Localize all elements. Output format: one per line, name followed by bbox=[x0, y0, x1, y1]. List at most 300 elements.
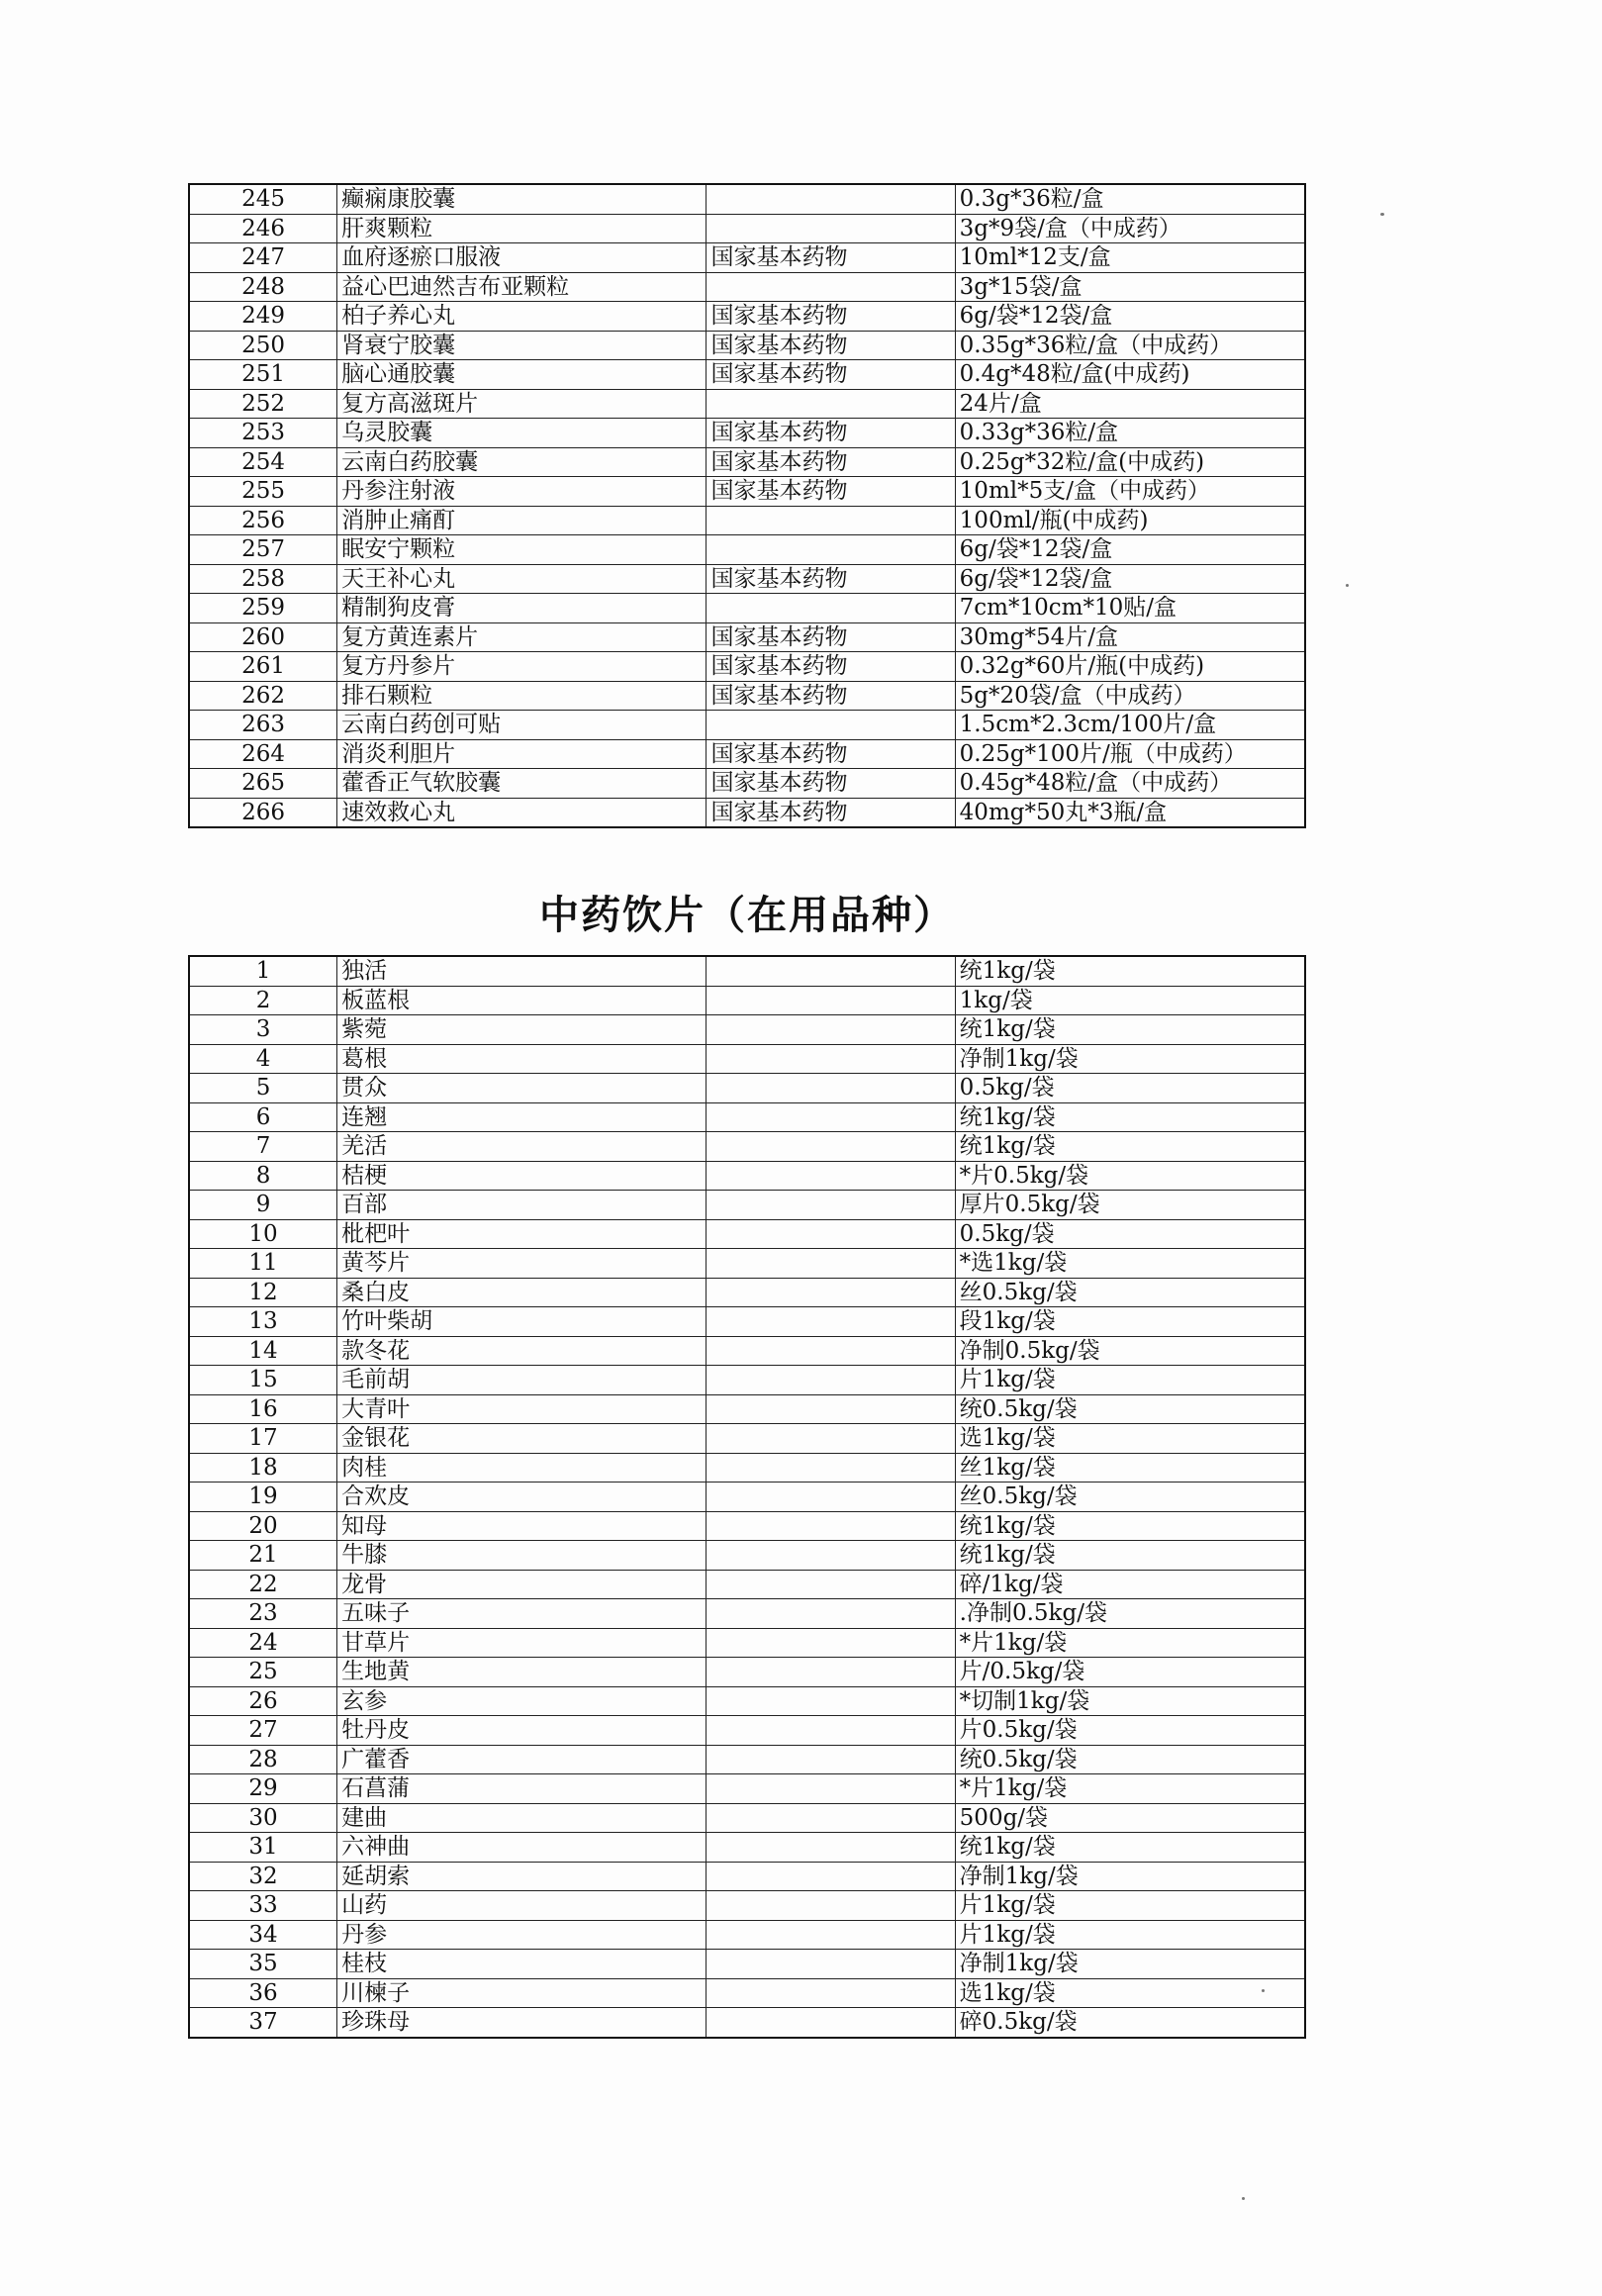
row-number: 35 bbox=[189, 1950, 337, 1979]
item-name: 六神曲 bbox=[337, 1833, 707, 1863]
item-name: 毛前胡 bbox=[337, 1366, 707, 1395]
table-row bbox=[189, 1424, 1305, 1454]
item-name: 百部 bbox=[337, 1191, 707, 1220]
scan-speck bbox=[1242, 2197, 1245, 2200]
item-category bbox=[707, 184, 955, 214]
row-number: 262 bbox=[189, 681, 337, 711]
item-category bbox=[707, 1044, 955, 1074]
table-row bbox=[189, 1803, 1305, 1833]
item-name: 合欢皮 bbox=[337, 1483, 707, 1512]
item-name: 紫菀 bbox=[337, 1015, 707, 1045]
item-spec: 6g/袋*12袋/盒 bbox=[955, 302, 1305, 332]
item-category bbox=[707, 1424, 955, 1454]
item-spec: 0.5kg/袋 bbox=[955, 1219, 1305, 1249]
row-number: 1 bbox=[189, 956, 337, 986]
row-number: 260 bbox=[189, 622, 337, 652]
item-category bbox=[707, 1249, 955, 1279]
item-spec: *选1kg/袋 bbox=[955, 1249, 1305, 1279]
table-row bbox=[189, 986, 1305, 1015]
item-spec: 碎/1kg/袋 bbox=[955, 1570, 1305, 1599]
table-row bbox=[189, 564, 1305, 594]
item-spec: 片0.5kg/袋 bbox=[955, 1716, 1305, 1746]
item-category: 国家基本药物 bbox=[707, 739, 955, 769]
item-name: 知母 bbox=[337, 1511, 707, 1541]
row-number: 261 bbox=[189, 652, 337, 682]
table-row bbox=[189, 1745, 1305, 1774]
row-number: 22 bbox=[189, 1570, 337, 1599]
item-name: 羌活 bbox=[337, 1132, 707, 1162]
row-number: 7 bbox=[189, 1132, 337, 1162]
item-category: 国家基本药物 bbox=[707, 564, 955, 594]
row-number: 251 bbox=[189, 360, 337, 390]
table-row bbox=[189, 798, 1305, 827]
row-number: 14 bbox=[189, 1336, 337, 1366]
item-category bbox=[707, 1394, 955, 1424]
row-number: 9 bbox=[189, 1191, 337, 1220]
table-row bbox=[189, 1774, 1305, 1804]
table-row bbox=[189, 1483, 1305, 1512]
item-name: 复方黄连素片 bbox=[337, 622, 707, 652]
item-category bbox=[707, 956, 955, 986]
item-name: 天王补心丸 bbox=[337, 564, 707, 594]
item-spec: 统1kg/袋 bbox=[955, 1102, 1305, 1132]
row-number: 258 bbox=[189, 564, 337, 594]
item-category bbox=[707, 2008, 955, 2038]
row-number: 256 bbox=[189, 506, 337, 535]
table-row bbox=[189, 1628, 1305, 1658]
item-name: 消炎利胆片 bbox=[337, 739, 707, 769]
item-name: 石菖蒲 bbox=[337, 1774, 707, 1804]
item-spec: 1kg/袋 bbox=[955, 986, 1305, 1015]
item-spec: 厚片0.5kg/袋 bbox=[955, 1191, 1305, 1220]
item-spec: 0.35g*36粒/盒（中成药） bbox=[955, 331, 1305, 360]
item-name: 珍珠母 bbox=[337, 2008, 707, 2038]
item-spec: 0.33g*36粒/盒 bbox=[955, 419, 1305, 448]
table-row bbox=[189, 243, 1305, 273]
item-category bbox=[707, 272, 955, 302]
item-spec: 统0.5kg/袋 bbox=[955, 1745, 1305, 1774]
table-row bbox=[189, 477, 1305, 507]
item-category bbox=[707, 1833, 955, 1863]
table-row bbox=[189, 1686, 1305, 1716]
table-row bbox=[189, 1394, 1305, 1424]
item-spec: 净制1kg/袋 bbox=[955, 1950, 1305, 1979]
table-row bbox=[189, 1541, 1305, 1571]
table-row bbox=[189, 652, 1305, 682]
item-category bbox=[707, 1161, 955, 1191]
item-category bbox=[707, 1511, 955, 1541]
item-category: 国家基本药物 bbox=[707, 681, 955, 711]
item-name: 排石颗粒 bbox=[337, 681, 707, 711]
row-number: 31 bbox=[189, 1833, 337, 1863]
item-spec: 0.25g*32粒/盒(中成药) bbox=[955, 447, 1305, 477]
row-number: 37 bbox=[189, 2008, 337, 2038]
item-name: 牛膝 bbox=[337, 1541, 707, 1571]
row-number: 8 bbox=[189, 1161, 337, 1191]
item-category: 国家基本药物 bbox=[707, 652, 955, 682]
item-category: 国家基本药物 bbox=[707, 243, 955, 273]
table-row bbox=[189, 1920, 1305, 1950]
item-spec: *切制1kg/袋 bbox=[955, 1686, 1305, 1716]
item-name: 大青叶 bbox=[337, 1394, 707, 1424]
item-name: 玄参 bbox=[337, 1686, 707, 1716]
item-name: 丹参 bbox=[337, 1920, 707, 1950]
item-category: 国家基本药物 bbox=[707, 419, 955, 448]
item-spec: 0.32g*60片/瓶(中成药) bbox=[955, 652, 1305, 682]
item-name: 龙骨 bbox=[337, 1570, 707, 1599]
item-category bbox=[707, 1132, 955, 1162]
item-name: 藿香正气软胶囊 bbox=[337, 769, 707, 799]
item-category bbox=[707, 1191, 955, 1220]
item-spec: 3g*15袋/盒 bbox=[955, 272, 1305, 302]
item-name: 五味子 bbox=[337, 1599, 707, 1629]
row-number: 13 bbox=[189, 1307, 337, 1337]
table-row bbox=[189, 1161, 1305, 1191]
row-number: 4 bbox=[189, 1044, 337, 1074]
item-category bbox=[707, 1102, 955, 1132]
section-title: 中药饮片（在用品种） bbox=[539, 893, 955, 938]
item-category bbox=[707, 1366, 955, 1395]
item-category bbox=[707, 389, 955, 419]
item-name: 延胡索 bbox=[337, 1862, 707, 1891]
item-category bbox=[707, 1628, 955, 1658]
scan-speck bbox=[1262, 1989, 1265, 1992]
herb-table bbox=[188, 955, 1306, 2039]
row-number: 246 bbox=[189, 214, 337, 243]
item-name: 金银花 bbox=[337, 1424, 707, 1454]
item-spec: 500g/袋 bbox=[955, 1803, 1305, 1833]
item-category bbox=[707, 1336, 955, 1366]
table-row bbox=[189, 956, 1305, 986]
item-name: 消肿止痛酊 bbox=[337, 506, 707, 535]
row-number: 257 bbox=[189, 535, 337, 565]
item-spec: 丝0.5kg/袋 bbox=[955, 1278, 1305, 1307]
table-row bbox=[189, 1278, 1305, 1307]
row-number: 253 bbox=[189, 419, 337, 448]
item-spec: 统1kg/袋 bbox=[955, 1132, 1305, 1162]
item-spec: 0.3g*36粒/盒 bbox=[955, 184, 1305, 214]
table-row bbox=[189, 214, 1305, 243]
item-spec: 碎0.5kg/袋 bbox=[955, 2008, 1305, 2038]
table-row bbox=[189, 447, 1305, 477]
item-name: 柏子养心丸 bbox=[337, 302, 707, 332]
table-row bbox=[189, 302, 1305, 332]
item-name: 丹参注射液 bbox=[337, 477, 707, 507]
item-spec: 0.4g*48粒/盒(中成药) bbox=[955, 360, 1305, 390]
table-row bbox=[189, 184, 1305, 214]
table-row bbox=[189, 1716, 1305, 1746]
table-row bbox=[189, 360, 1305, 390]
table-row bbox=[189, 389, 1305, 419]
item-name: 云南白药创可贴 bbox=[337, 711, 707, 740]
table-row bbox=[189, 622, 1305, 652]
item-category: 国家基本药物 bbox=[707, 622, 955, 652]
row-number: 25 bbox=[189, 1658, 337, 1687]
row-number: 2 bbox=[189, 986, 337, 1015]
item-name: 独活 bbox=[337, 956, 707, 986]
item-spec: .净制0.5kg/袋 bbox=[955, 1599, 1305, 1629]
item-category bbox=[707, 1920, 955, 1950]
item-spec: 片1kg/袋 bbox=[955, 1366, 1305, 1395]
item-category: 国家基本药物 bbox=[707, 798, 955, 827]
row-number: 30 bbox=[189, 1803, 337, 1833]
row-number: 34 bbox=[189, 1920, 337, 1950]
item-spec: *片1kg/袋 bbox=[955, 1628, 1305, 1658]
table-row bbox=[189, 1102, 1305, 1132]
item-name: 复方丹参片 bbox=[337, 652, 707, 682]
item-spec: 丝0.5kg/袋 bbox=[955, 1483, 1305, 1512]
item-name: 眠安宁颗粒 bbox=[337, 535, 707, 565]
item-name: 连翘 bbox=[337, 1102, 707, 1132]
item-category bbox=[707, 1745, 955, 1774]
item-spec: 0.5kg/袋 bbox=[955, 1074, 1305, 1103]
drug-table-top bbox=[188, 183, 1306, 828]
item-category bbox=[707, 1862, 955, 1891]
item-spec: 100ml/瓶(中成药) bbox=[955, 506, 1305, 535]
row-number: 15 bbox=[189, 1366, 337, 1395]
table-row bbox=[189, 419, 1305, 448]
item-category bbox=[707, 535, 955, 565]
item-category bbox=[707, 1015, 955, 1045]
item-category: 国家基本药物 bbox=[707, 360, 955, 390]
item-name: 川楝子 bbox=[337, 1978, 707, 2008]
table-row bbox=[189, 711, 1305, 740]
item-spec: 统1kg/袋 bbox=[955, 956, 1305, 986]
item-name: 益心巴迪然吉布亚颗粒 bbox=[337, 272, 707, 302]
item-name: 肾衰宁胶囊 bbox=[337, 331, 707, 360]
item-name: 肉桂 bbox=[337, 1453, 707, 1483]
item-category bbox=[707, 986, 955, 1015]
item-category bbox=[707, 1716, 955, 1746]
item-name: 癫痫康胶囊 bbox=[337, 184, 707, 214]
item-spec: 40mg*50丸*3瓶/盒 bbox=[955, 798, 1305, 827]
table-row bbox=[189, 1891, 1305, 1921]
item-spec: 30mg*54片/盒 bbox=[955, 622, 1305, 652]
row-number: 12 bbox=[189, 1278, 337, 1307]
item-category bbox=[707, 1891, 955, 1921]
item-name: 牡丹皮 bbox=[337, 1716, 707, 1746]
table-row bbox=[189, 1599, 1305, 1629]
item-category bbox=[707, 594, 955, 623]
item-name: 黄芩片 bbox=[337, 1249, 707, 1279]
table-row bbox=[189, 1074, 1305, 1103]
table-row bbox=[189, 769, 1305, 799]
item-name: 血府逐瘀口服液 bbox=[337, 243, 707, 273]
row-number: 29 bbox=[189, 1774, 337, 1804]
table-row bbox=[189, 681, 1305, 711]
item-spec: 统1kg/袋 bbox=[955, 1541, 1305, 1571]
item-name: 桂枝 bbox=[337, 1950, 707, 1979]
item-category: 国家基本药物 bbox=[707, 477, 955, 507]
item-name: 生地黄 bbox=[337, 1658, 707, 1687]
item-category bbox=[707, 1658, 955, 1687]
item-name: 桔梗 bbox=[337, 1161, 707, 1191]
table-row bbox=[189, 1366, 1305, 1395]
row-number: 20 bbox=[189, 1511, 337, 1541]
item-category bbox=[707, 506, 955, 535]
item-spec: 统0.5kg/袋 bbox=[955, 1394, 1305, 1424]
item-category bbox=[707, 711, 955, 740]
item-name: 乌灵胶囊 bbox=[337, 419, 707, 448]
row-number: 23 bbox=[189, 1599, 337, 1629]
item-name: 甘草片 bbox=[337, 1628, 707, 1658]
item-spec: 片/0.5kg/袋 bbox=[955, 1658, 1305, 1687]
table-row bbox=[189, 1132, 1305, 1162]
item-category bbox=[707, 1950, 955, 1979]
item-name: 速效救心丸 bbox=[337, 798, 707, 827]
table-row bbox=[189, 1453, 1305, 1483]
item-name: 葛根 bbox=[337, 1044, 707, 1074]
table-row bbox=[189, 1511, 1305, 1541]
table-row bbox=[189, 331, 1305, 360]
item-name: 桑白皮 bbox=[337, 1278, 707, 1307]
table-row bbox=[189, 1978, 1305, 2008]
scan-speck bbox=[1380, 213, 1384, 216]
item-spec: 选1kg/袋 bbox=[955, 1978, 1305, 2008]
item-category bbox=[707, 1541, 955, 1571]
row-number: 264 bbox=[189, 739, 337, 769]
row-number: 259 bbox=[189, 594, 337, 623]
item-spec: 10ml*12支/盒 bbox=[955, 243, 1305, 273]
row-number: 17 bbox=[189, 1424, 337, 1454]
item-category bbox=[707, 214, 955, 243]
item-category bbox=[707, 1570, 955, 1599]
table-row bbox=[189, 1249, 1305, 1279]
scan-speck bbox=[1346, 584, 1349, 587]
row-number: 27 bbox=[189, 1716, 337, 1746]
item-category: 国家基本药物 bbox=[707, 331, 955, 360]
row-number: 252 bbox=[189, 389, 337, 419]
item-name: 云南白药胶囊 bbox=[337, 447, 707, 477]
item-name: 肝爽颗粒 bbox=[337, 214, 707, 243]
row-number: 245 bbox=[189, 184, 337, 214]
item-spec: 片1kg/袋 bbox=[955, 1891, 1305, 1921]
table-row bbox=[189, 1658, 1305, 1687]
item-spec: *片1kg/袋 bbox=[955, 1774, 1305, 1804]
table-row bbox=[189, 535, 1305, 565]
row-number: 248 bbox=[189, 272, 337, 302]
item-category bbox=[707, 1483, 955, 1512]
item-name: 建曲 bbox=[337, 1803, 707, 1833]
item-name: 广藿香 bbox=[337, 1745, 707, 1774]
item-category bbox=[707, 1978, 955, 2008]
item-category bbox=[707, 1453, 955, 1483]
item-category bbox=[707, 1686, 955, 1716]
item-spec: 净制0.5kg/袋 bbox=[955, 1336, 1305, 1366]
row-number: 265 bbox=[189, 769, 337, 799]
item-name: 精制狗皮膏 bbox=[337, 594, 707, 623]
item-category: 国家基本药物 bbox=[707, 769, 955, 799]
row-number: 10 bbox=[189, 1219, 337, 1249]
item-spec: 统1kg/袋 bbox=[955, 1511, 1305, 1541]
row-number: 250 bbox=[189, 331, 337, 360]
row-number: 18 bbox=[189, 1453, 337, 1483]
row-number: 266 bbox=[189, 798, 337, 827]
row-number: 26 bbox=[189, 1686, 337, 1716]
item-category bbox=[707, 1278, 955, 1307]
item-spec: 0.25g*100片/瓶（中成药） bbox=[955, 739, 1305, 769]
item-name: 复方高滋斑片 bbox=[337, 389, 707, 419]
table-row bbox=[189, 272, 1305, 302]
row-number: 255 bbox=[189, 477, 337, 507]
item-spec: 丝1kg/袋 bbox=[955, 1453, 1305, 1483]
item-name: 竹叶柴胡 bbox=[337, 1307, 707, 1337]
table-row bbox=[189, 1336, 1305, 1366]
item-name: 枇杷叶 bbox=[337, 1219, 707, 1249]
item-spec: 片1kg/袋 bbox=[955, 1920, 1305, 1950]
table-row bbox=[189, 1570, 1305, 1599]
table-row bbox=[189, 1219, 1305, 1249]
item-spec: 净制1kg/袋 bbox=[955, 1044, 1305, 1074]
item-spec: 10ml*5支/盒（中成药） bbox=[955, 477, 1305, 507]
item-name: 山药 bbox=[337, 1891, 707, 1921]
item-name: 板蓝根 bbox=[337, 986, 707, 1015]
item-spec: 7cm*10cm*10贴/盒 bbox=[955, 594, 1305, 623]
row-number: 254 bbox=[189, 447, 337, 477]
item-name: 脑心通胶囊 bbox=[337, 360, 707, 390]
item-spec: 5g*20袋/盒（中成药） bbox=[955, 681, 1305, 711]
item-spec: 6g/袋*12袋/盒 bbox=[955, 564, 1305, 594]
table-row bbox=[189, 1950, 1305, 1979]
table-row bbox=[189, 1833, 1305, 1863]
table-row bbox=[189, 739, 1305, 769]
row-number: 263 bbox=[189, 711, 337, 740]
item-spec: 统1kg/袋 bbox=[955, 1833, 1305, 1863]
row-number: 247 bbox=[189, 243, 337, 273]
item-category bbox=[707, 1074, 955, 1103]
row-number: 16 bbox=[189, 1394, 337, 1424]
row-number: 21 bbox=[189, 1541, 337, 1571]
item-spec: 6g/袋*12袋/盒 bbox=[955, 535, 1305, 565]
item-spec: 段1kg/袋 bbox=[955, 1307, 1305, 1337]
row-number: 32 bbox=[189, 1862, 337, 1891]
row-number: 5 bbox=[189, 1074, 337, 1103]
item-spec: 1.5cm*2.3cm/100片/盒 bbox=[955, 711, 1305, 740]
item-spec: 统1kg/袋 bbox=[955, 1015, 1305, 1045]
item-category bbox=[707, 1599, 955, 1629]
item-category: 国家基本药物 bbox=[707, 447, 955, 477]
table-row bbox=[189, 506, 1305, 535]
table-row bbox=[189, 2008, 1305, 2038]
item-category: 国家基本药物 bbox=[707, 302, 955, 332]
row-number: 33 bbox=[189, 1891, 337, 1921]
item-category bbox=[707, 1803, 955, 1833]
item-spec: 3g*9袋/盒（中成药） bbox=[955, 214, 1305, 243]
row-number: 249 bbox=[189, 302, 337, 332]
item-spec: 选1kg/袋 bbox=[955, 1424, 1305, 1454]
item-spec: 0.45g*48粒/盒（中成药） bbox=[955, 769, 1305, 799]
row-number: 36 bbox=[189, 1978, 337, 2008]
row-number: 24 bbox=[189, 1628, 337, 1658]
item-category bbox=[707, 1774, 955, 1804]
row-number: 3 bbox=[189, 1015, 337, 1045]
table-row bbox=[189, 594, 1305, 623]
item-name: 贯众 bbox=[337, 1074, 707, 1103]
row-number: 11 bbox=[189, 1249, 337, 1279]
table-row bbox=[189, 1015, 1305, 1045]
table-row bbox=[189, 1862, 1305, 1891]
table-row bbox=[189, 1307, 1305, 1337]
item-category bbox=[707, 1307, 955, 1337]
row-number: 19 bbox=[189, 1483, 337, 1512]
item-spec: 24片/盒 bbox=[955, 389, 1305, 419]
row-number: 6 bbox=[189, 1102, 337, 1132]
item-name: 款冬花 bbox=[337, 1336, 707, 1366]
item-spec: *片0.5kg/袋 bbox=[955, 1161, 1305, 1191]
item-category bbox=[707, 1219, 955, 1249]
item-spec: 净制1kg/袋 bbox=[955, 1862, 1305, 1891]
table-row bbox=[189, 1044, 1305, 1074]
